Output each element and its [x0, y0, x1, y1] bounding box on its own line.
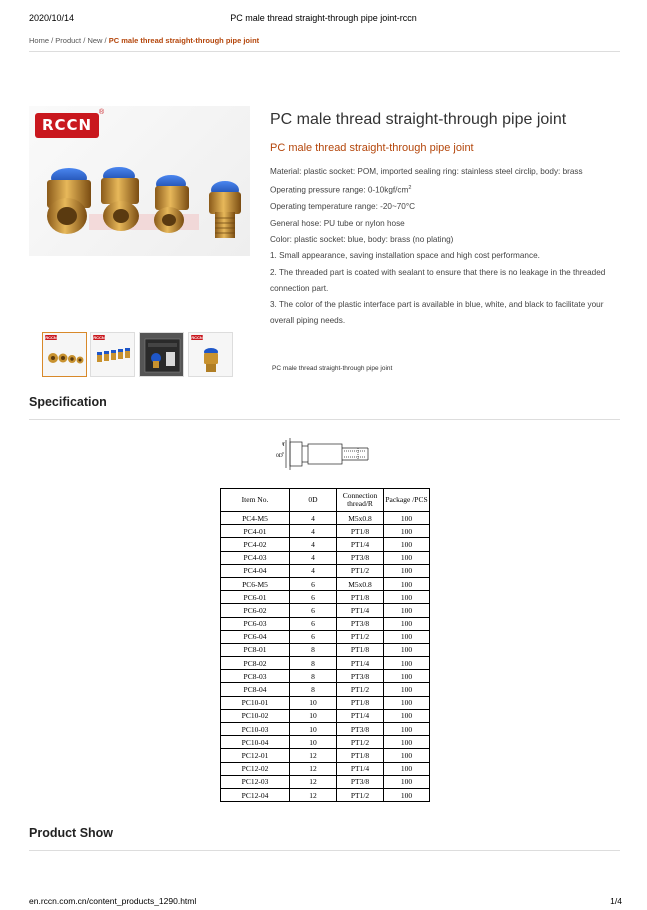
fittings-box-photo-icon: [140, 333, 184, 377]
cell-od: 12: [290, 788, 337, 801]
product-description: [270, 164, 622, 330]
cell-od: 10: [290, 723, 337, 736]
cell-connection-thread: M5x0.8: [337, 512, 384, 525]
material-text: Material: plastic socket: POM, imported sealing ring: stainless steel circlip, body: brass: [270, 167, 583, 176]
cell-package: 100: [384, 762, 430, 775]
cell-od: 4: [290, 512, 337, 525]
table-body: [221, 512, 430, 802]
cell-od: 4: [290, 564, 337, 577]
table-row: [221, 630, 430, 643]
cell-package: 100: [384, 696, 430, 709]
cell-package: 100: [384, 512, 430, 525]
cell-package: 100: [384, 525, 430, 538]
table-row: [221, 696, 430, 709]
cell-connection-thread: PT1/4: [337, 657, 384, 670]
cell-package: 100: [384, 736, 430, 749]
t-label: T: [282, 443, 286, 448]
cell-item-no: PC6-02: [221, 604, 290, 617]
thumbnail-2[interactable]: [90, 332, 135, 377]
cell-od: 6: [290, 617, 337, 630]
cell-item-no: PC12-01: [221, 749, 290, 762]
temperature-text: Operating temperature range: -20~70°C: [270, 202, 416, 212]
cell-connection-thread: PT1/2: [337, 788, 384, 801]
cell-connection-thread: PT1/2: [337, 736, 384, 749]
cell-connection-thread: PT3/8: [337, 670, 384, 683]
cell-connection-thread: PT1/8: [337, 591, 384, 604]
cell-package: 100: [384, 657, 430, 670]
fittings-photo-2-icon: [91, 333, 135, 377]
cell-connection-thread: PT1/4: [337, 538, 384, 551]
table-row: [221, 551, 430, 564]
mini-logo: RCCN: [45, 335, 57, 340]
table-row: [221, 657, 430, 670]
footer-page-number: 1/4: [610, 896, 622, 906]
cell-connection-thread: PT1/4: [337, 762, 384, 775]
table-row: [221, 775, 430, 788]
table-row: [221, 617, 430, 630]
product-subtitle: PC male thread straight-through pipe joint: [270, 142, 474, 154]
table-row: [221, 736, 430, 749]
cell-connection-thread: PT1/8: [337, 749, 384, 762]
cell-package: 100: [384, 591, 430, 604]
col-package: Package /PCS: [384, 489, 430, 512]
cell-item-no: PC6-04: [221, 630, 290, 643]
breadcrumb-separator: /: [83, 36, 86, 45]
breadcrumb-separator: /: [51, 36, 54, 45]
table-row: [221, 709, 430, 722]
breadcrumb-product[interactable]: Product: [55, 36, 82, 45]
cell-package: 100: [384, 577, 430, 590]
breadcrumb-home[interactable]: Home: [29, 36, 50, 45]
cell-item-no: PC4-M5: [221, 512, 290, 525]
cell-package: 100: [384, 683, 430, 696]
color-text: Color: plastic socket: blue, body: brass (no plating): [270, 234, 454, 244]
cell-item-no: PC10-04: [221, 736, 290, 749]
print-date: 2020/10/14: [29, 13, 75, 23]
cell-connection-thread: PT1/8: [337, 525, 384, 538]
cell-package: 100: [384, 564, 430, 577]
pressure-text: [270, 180, 622, 199]
mini-logo: RCCN: [93, 335, 105, 340]
table-row: [221, 525, 430, 538]
table-row: [221, 723, 430, 736]
cell-od: 6: [290, 630, 337, 643]
cell-od: 8: [290, 643, 337, 656]
cell-item-no: PC8-02: [221, 657, 290, 670]
cell-od: 12: [290, 775, 337, 788]
cell-connection-thread: PT1/2: [337, 630, 384, 643]
cell-od: 4: [290, 538, 337, 551]
table-row: [221, 762, 430, 775]
feature-3: 3. The color of the plastic interface part is available in blue, white, and black to facilitate your overall piping needs.: [270, 300, 604, 326]
cell-od: 4: [290, 551, 337, 564]
fittings-photo: [29, 106, 250, 256]
cell-item-no: PC8-03: [221, 670, 290, 683]
cell-od: 6: [290, 591, 337, 604]
feature-1: 1. Small appearance, saving installation space and high cost performance.: [270, 251, 540, 261]
cell-od: 4: [290, 525, 337, 538]
image-caption: PC male thread straight-through pipe joint: [272, 365, 393, 372]
cell-item-no: PC10-01: [221, 696, 290, 709]
product-title: PC male thread straight-through pipe joint: [270, 111, 567, 128]
cell-item-no: PC6-01: [221, 591, 290, 604]
cell-item-no: PC10-02: [221, 709, 290, 722]
cell-item-no: PC12-02: [221, 762, 290, 775]
table-row: [221, 683, 430, 696]
cell-connection-thread: PT3/8: [337, 617, 384, 630]
cell-od: 12: [290, 762, 337, 775]
cell-connection-thread: PT1/2: [337, 683, 384, 696]
breadcrumb-current: PC male thread straight-through pipe joint: [108, 36, 260, 45]
cell-item-no: PC4-01: [221, 525, 290, 538]
fittings-photo-1-icon: [43, 333, 87, 377]
footer-url: en.rccn.com.cn/content_products_1290.html: [29, 896, 197, 906]
mini-logo: RCCN: [191, 335, 203, 340]
table-row: [221, 577, 430, 590]
thumbnail-4[interactable]: [188, 332, 233, 377]
thumbnail-3[interactable]: [139, 332, 184, 377]
cell-item-no: PC6-03: [221, 617, 290, 630]
cell-od: 8: [290, 670, 337, 683]
cell-connection-thread: PT1/4: [337, 604, 384, 617]
hose-text: General hose: PU tube or nylon hose: [270, 218, 405, 228]
table-row: [221, 591, 430, 604]
cell-connection-thread: M5x0.8: [337, 577, 384, 590]
thumbnail-1[interactable]: [42, 332, 87, 377]
cell-connection-thread: PT3/8: [337, 775, 384, 788]
cell-connection-thread: PT1/8: [337, 643, 384, 656]
cell-package: 100: [384, 630, 430, 643]
cell-item-no: PC8-01: [221, 643, 290, 656]
cell-od: 8: [290, 657, 337, 670]
cell-od: 10: [290, 736, 337, 749]
cell-package: 100: [384, 788, 430, 801]
table-row: [221, 643, 430, 656]
page-header-title: PC male thread straight-through pipe joint-rccn: [230, 13, 417, 23]
product-main-image[interactable]: [29, 106, 250, 256]
breadcrumb: [29, 36, 259, 45]
brand-logo: RCCN: [35, 113, 99, 138]
cell-package: 100: [384, 551, 430, 564]
divider: [29, 850, 620, 851]
table-row: [221, 538, 430, 551]
cell-item-no: PC10-03: [221, 723, 290, 736]
cell-connection-thread: PT3/8: [337, 723, 384, 736]
table-row: [221, 604, 430, 617]
cell-od: 6: [290, 577, 337, 590]
cell-package: 100: [384, 723, 430, 736]
cell-package: 100: [384, 775, 430, 788]
od-label: 0D: [276, 453, 283, 459]
cell-od: 8: [290, 683, 337, 696]
cell-package: 100: [384, 538, 430, 551]
cell-package: 100: [384, 709, 430, 722]
cell-package: 100: [384, 670, 430, 683]
cell-od: 6: [290, 604, 337, 617]
divider: [29, 419, 620, 420]
cell-connection-thread: PT3/8: [337, 551, 384, 564]
specification-table: [220, 488, 430, 802]
cell-item-no: PC12-04: [221, 788, 290, 801]
product-show-heading: Product Show: [29, 826, 114, 840]
cell-package: 100: [384, 617, 430, 630]
table-row: [221, 564, 430, 577]
cell-connection-thread: PT1/4: [337, 709, 384, 722]
cell-od: 10: [290, 696, 337, 709]
cell-item-no: PC4-03: [221, 551, 290, 564]
single-fitting-photo-icon: [189, 333, 233, 377]
cell-package: 100: [384, 643, 430, 656]
breadcrumb-news[interactable]: New: [87, 36, 103, 45]
registered-mark: ®: [99, 109, 105, 116]
pressure-value: Operating pressure range: 0-10kgf/cm: [270, 186, 409, 196]
pressure-unit-sup: 2: [408, 185, 412, 192]
cell-item-no: PC8-04: [221, 683, 290, 696]
specification-heading: Specification: [29, 395, 107, 409]
table-row: [221, 788, 430, 801]
cell-package: 100: [384, 749, 430, 762]
table-header-row: [221, 489, 430, 512]
cell-item-no: PC6-M5: [221, 577, 290, 590]
col-od: 0D: [290, 489, 337, 512]
divider: [29, 51, 620, 52]
col-connection-thread: Connection thread/R: [337, 489, 384, 512]
table-row: [221, 749, 430, 762]
table-row: [221, 512, 430, 525]
cell-item-no: PC4-04: [221, 564, 290, 577]
cell-item-no: PC12-03: [221, 775, 290, 788]
feature-2: 2. The threaded part is coated with sealant to ensure that there is no leakage in the threaded connection part.: [270, 267, 606, 293]
breadcrumb-separator: /: [104, 36, 107, 45]
col-item-no: Item No.: [221, 489, 290, 512]
table-row: [221, 670, 430, 683]
cell-package: 100: [384, 604, 430, 617]
cell-od: 10: [290, 709, 337, 722]
cell-connection-thread: PT1/8: [337, 696, 384, 709]
cell-connection-thread: PT1/2: [337, 564, 384, 577]
fitting-dimension-diagram: [270, 436, 378, 472]
cell-od: 12: [290, 749, 337, 762]
cell-item-no: PC4-02: [221, 538, 290, 551]
